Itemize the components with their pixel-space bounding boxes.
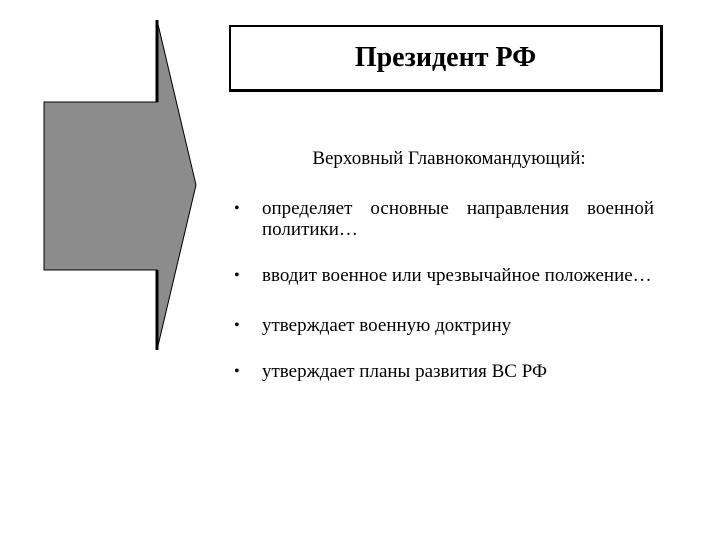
list-item-text: определяет основные направления военной политики… — [262, 198, 654, 240]
list-item-text: вводит военное или чрезвычайное положение… — [262, 265, 652, 286]
list-item — [234, 265, 654, 286]
bullet-icon: • — [234, 267, 240, 284]
list-item — [234, 315, 654, 336]
list-item — [234, 198, 654, 240]
bullet-icon: • — [234, 317, 240, 334]
list-item-text: утверждает планы развития ВС РФ — [262, 361, 547, 382]
diagram-title: Президент РФ — [354, 42, 537, 73]
powers-list — [234, 198, 654, 382]
list-item-text: утверждает военную доктрину — [262, 315, 512, 336]
diagram-subtitle: Верховный Главнокомандующий: — [312, 148, 586, 169]
list-item — [234, 361, 654, 382]
bullet-icon: • — [234, 363, 240, 380]
bullet-icon: • — [234, 200, 240, 217]
title-box — [229, 25, 663, 92]
